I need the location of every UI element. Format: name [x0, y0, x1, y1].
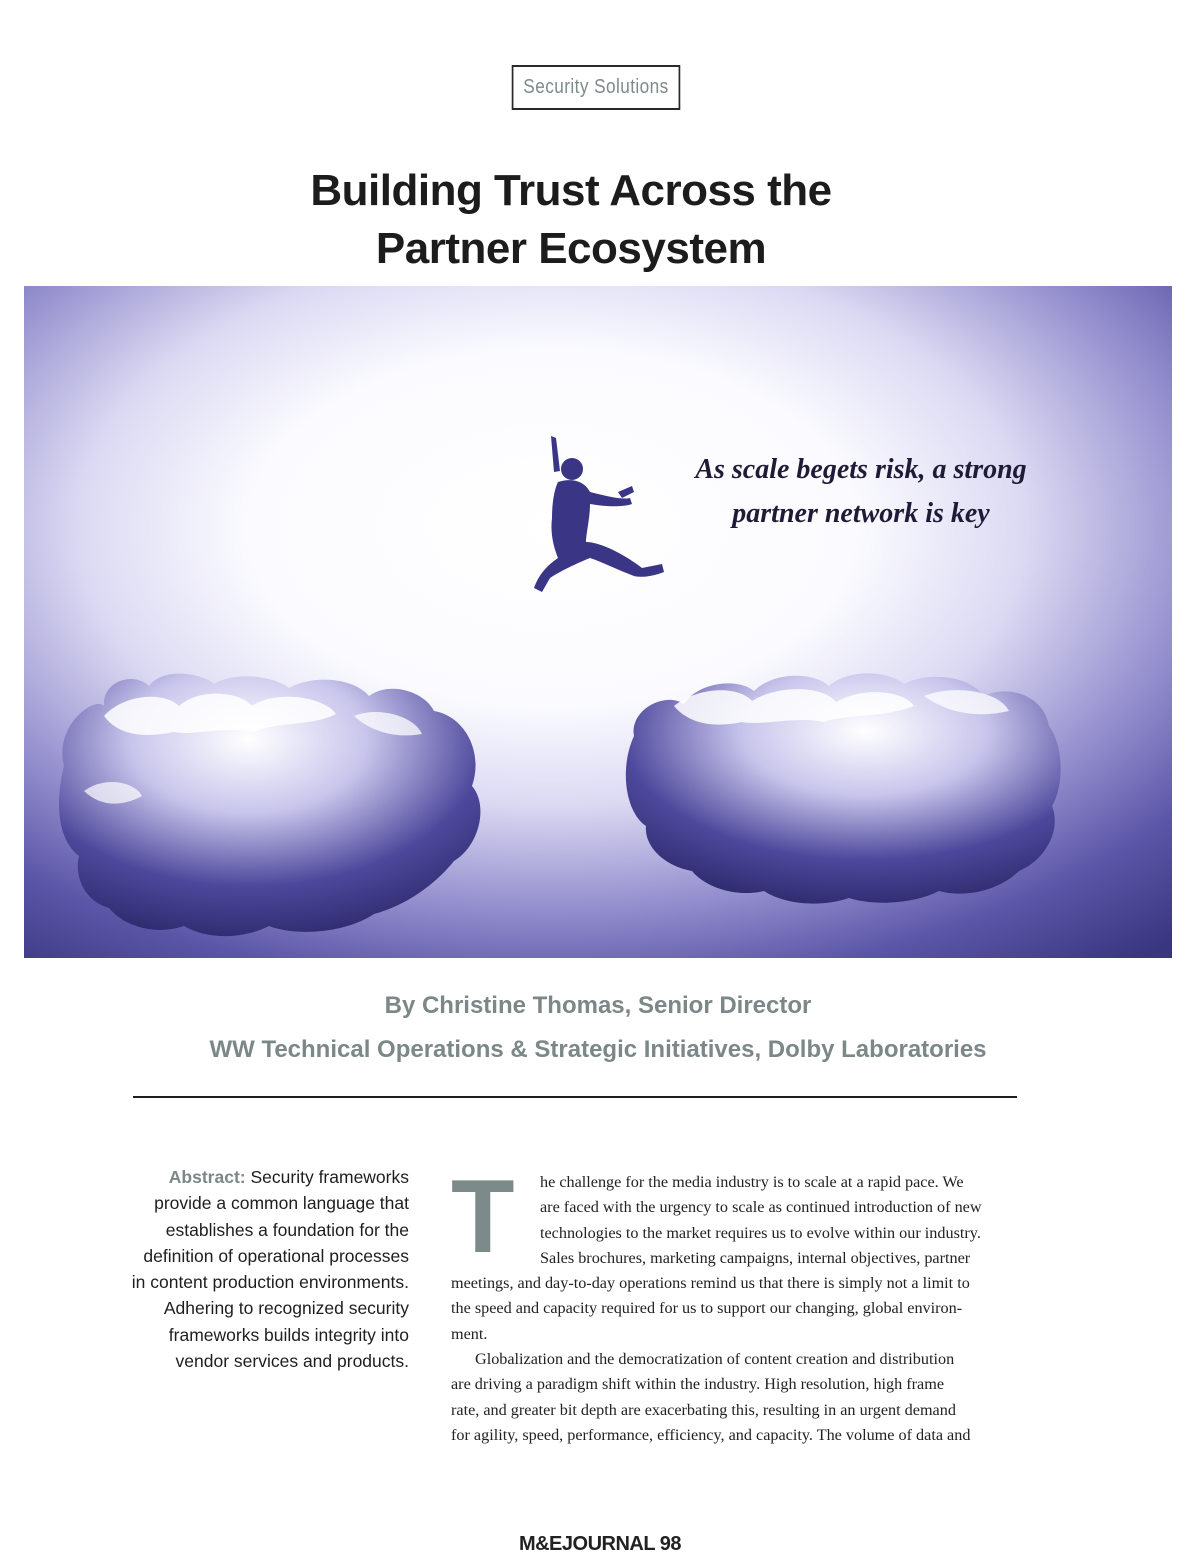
divider-rule — [133, 1096, 1017, 1098]
page-number: 98 — [659, 1533, 682, 1555]
abstract-label: Abstract: — [168, 1167, 246, 1187]
abstract-line: establishes a foundation for the — [165, 1219, 409, 1240]
body-line: Globalization and the democratization of content creation and distribution — [475, 1350, 955, 1369]
body-line: rate, and greater bit depth are exacerbating this, resulting in an urgent demand — [451, 1400, 956, 1419]
abstract-line — [80, 1164, 409, 1190]
article-title — [0, 162, 1142, 278]
body-line: are faced with the urgency to scale as continued introduction of new — [540, 1198, 982, 1217]
body-line: are driving a paradigm shift within the industry. High resolution, high frame — [451, 1375, 945, 1394]
hero-tagline — [688, 448, 1034, 536]
drop-cap: T — [451, 1159, 515, 1275]
article-body — [451, 1159, 1037, 1448]
abstract-line: Adhering to recognized security — [163, 1298, 409, 1319]
byline-line-2: WW Technical Operations & Strategic Initiatives, Dolby Laboratories — [209, 1036, 987, 1063]
body-line: the speed and capacity required for us to support our changing, global environ- — [451, 1299, 963, 1318]
body-line: ment. — [451, 1324, 488, 1343]
byline-line-1: By Christine Thomas, Senior Director — [384, 992, 812, 1019]
abstract-line: definition of operational processes — [143, 1245, 409, 1266]
body-line: he challenge for the media industry is to scale at a rapid pace. We — [540, 1173, 964, 1191]
body-line: technologies to the market requires us to evolve within our industry. — [540, 1223, 981, 1242]
page-footer — [0, 1533, 1200, 1556]
abstract-line: in content production environments. — [131, 1272, 409, 1293]
right-cloud — [626, 673, 1061, 903]
section-tag: Security Solutions — [512, 65, 681, 110]
author-byline — [0, 984, 1196, 1072]
abstract-line: vendor services and products. — [175, 1351, 409, 1372]
journal-brand: M&EJOURNAL — [518, 1533, 655, 1555]
body-line: Sales brochures, marketing campaigns, internal objectives, partner — [540, 1248, 971, 1267]
abstract-line: provide a common language that — [154, 1193, 409, 1214]
hero-image — [24, 286, 1172, 958]
body-line: meetings, and day-to-day operations remind us that there is simply not a limit to — [451, 1274, 970, 1293]
abstract — [80, 1164, 409, 1374]
abstract-text: Security frameworks — [245, 1167, 409, 1187]
tagline-line-2: partner network is key — [732, 498, 990, 529]
hero-illustration — [24, 286, 1172, 958]
title-line-1: Building Trust Across the — [310, 166, 832, 215]
title-line-2: Partner Ecosystem — [375, 224, 767, 273]
abstract-line: frameworks builds integrity into — [168, 1324, 409, 1345]
body-line: for agility, speed, performance, efficiency, and capacity. The volume of data and — [451, 1425, 971, 1444]
tagline-line-1: As scale begets risk, a strong — [695, 454, 1027, 485]
